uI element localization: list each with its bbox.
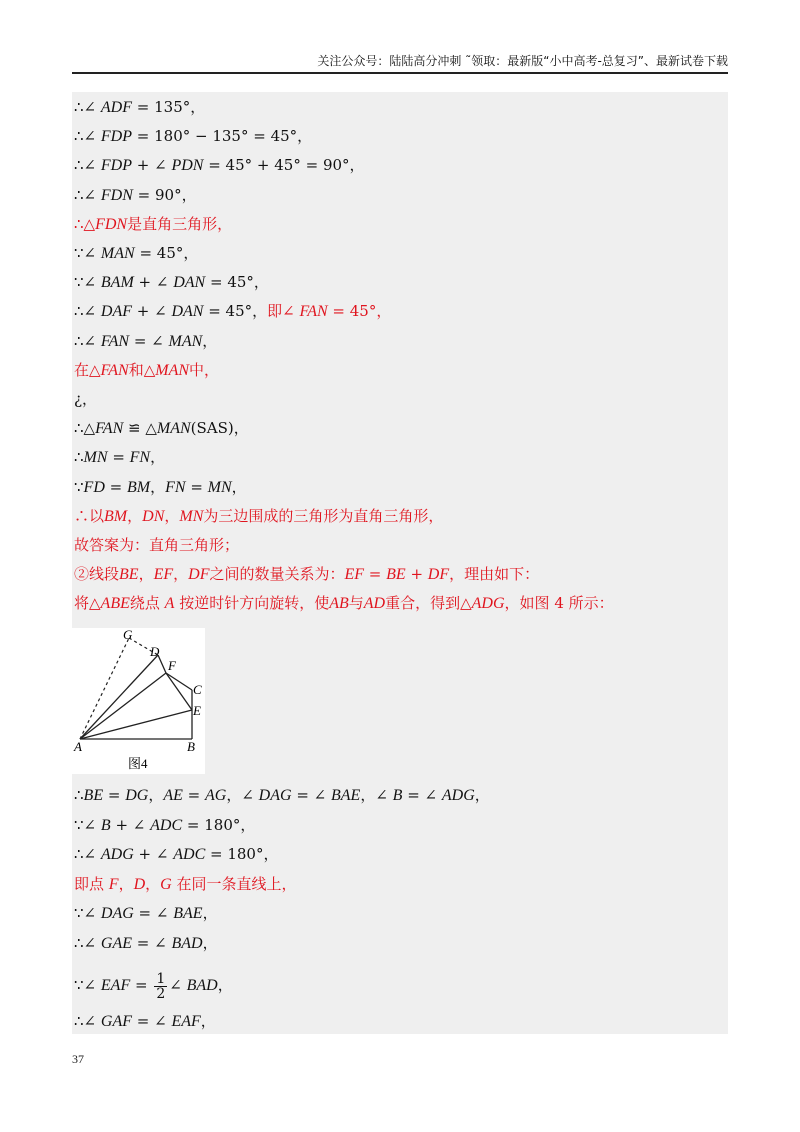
math-variable: MAN [156,420,191,438]
line-text: 即∠ [267,302,300,321]
line-text: ∴∠ [74,845,101,863]
segment-AE [80,710,192,739]
line-text: (SAS)， [190,419,249,438]
solution-line [74,590,728,616]
solution-line [74,415,728,441]
math-variable: AD [363,595,386,613]
figure-caption: 图4 [128,756,148,771]
line-text: ，理由如下： [449,565,540,584]
line-text: 在同一条直线上， [171,874,297,893]
math-variable: ADC [173,846,206,863]
math-variable: ADG [441,787,475,804]
line-text: ，∠ [360,786,393,804]
solution-panel [72,92,728,1034]
line-text: ， [138,565,154,584]
solution-line [74,211,728,237]
line-text: ∵∠ [74,815,101,834]
page-number: 37 [72,1052,84,1066]
line-text: ∵ [74,477,84,496]
line-text: ， [145,874,161,893]
line-text: + ∠ [133,845,174,863]
line-text: = 45° + 45° = 90°， [203,156,365,175]
fraction-one-half [154,972,167,1001]
solution-line [74,503,728,529]
line-text: = 135°， [132,98,206,116]
solution-line [74,812,728,838]
line-text: = 45°， [203,302,268,321]
line-text: ， [200,1012,216,1030]
figure-4 [72,628,205,774]
math-variable: DN [142,507,165,525]
solution-line [74,357,728,383]
line-text: ， [118,874,134,893]
line-text: ， [148,786,164,804]
line-text: = ∠ [129,331,169,350]
solution-line [74,900,728,926]
line-text: = ∠ [402,786,442,804]
math-variable: BE [119,566,139,584]
solution-line [74,561,728,587]
math-variable: BAM [100,274,134,292]
line-text: ∴以 [74,506,105,525]
math-variable: BM [104,507,128,525]
math-variable: MN [179,507,204,525]
math-variable: FD [83,478,105,496]
line-text: = 180°， [182,815,256,834]
segment-FE [166,673,192,710]
line-text: ， [127,506,143,525]
math-variable: EF [344,566,365,584]
math-variable: MN [83,449,108,467]
line-text: + ∠ [132,302,172,321]
line-text: ∴∠ [74,98,101,116]
line-text: = ∠ [132,1012,172,1030]
line-text: = [185,477,208,496]
line-text: = [107,448,130,467]
solution-line [74,444,728,470]
solution-line [74,841,728,867]
segment-CF [166,673,192,690]
math-variable: BAD [171,934,203,952]
solution-line [74,240,728,266]
line-text: = [182,786,205,804]
line-text: ， [474,786,490,804]
label-B: B [187,739,195,754]
frac-eq: = [130,976,153,994]
math-variable: AE [163,787,183,804]
line-text: ， [202,904,218,922]
math-variable: B [100,816,111,834]
line-text: ∴∠ [74,302,101,321]
math-variable: MAN [168,332,203,350]
math-variable: BAE [173,905,203,922]
fraction-numerator: 1 [156,970,166,987]
math-variable: ADC [150,816,183,834]
math-variable: DF [188,566,210,584]
line-text: 按逆时针方向旋转，使 [174,594,330,613]
line-text: 将△ [74,594,101,613]
label-D: D [150,644,160,659]
solution-line [74,386,728,412]
solution-line [74,328,728,354]
line-text: = 180° − 135° = 45°， [132,127,313,146]
math-variable: AB [329,595,349,613]
header-text: 关注公众号：陆陆高分冲刺 ˜领取：最新版“小中高考-总复习”、最新试卷下载 [317,54,728,68]
segment-AF [80,673,166,739]
math-variable: DAG [100,905,134,922]
line-text: ∵∠ [74,273,101,292]
line-text: 即点 [74,874,109,893]
math-variable: FAN [95,420,124,438]
math-variable: ADG [471,595,505,613]
line-text: 和△ [128,360,156,379]
math-variable: MAN [100,245,135,262]
label-E: E [193,703,201,718]
math-variable: BAE [331,787,361,804]
math-variable: FAN [299,303,328,321]
math-variable: ABE [100,595,130,613]
segment-AG-dashed [80,638,129,739]
line-text: ，如图 4 所示： [504,594,614,613]
line-text: ∴∠ [74,331,101,350]
math-variable: D [133,875,146,893]
solution-line [74,532,728,558]
solution-line [74,1008,728,1034]
line-text: ②线段 [74,565,120,584]
math-variable: GAF [100,1013,132,1030]
math-variable: G [160,875,172,893]
math-variable: DG [125,787,149,804]
solution-line [74,298,728,324]
solution-line [74,269,728,295]
line-text: ∴∠ [74,185,101,204]
math-variable: FDP [100,128,132,146]
math-variable: FDN [95,215,128,233]
math-variable: FN [165,478,186,496]
line-text: ∴ [74,786,84,804]
line-text: ≌ △ [123,419,157,438]
solution-line [74,871,728,897]
solution-line [74,182,728,208]
line-text: 为三边围成的三角形为直角三角形， [203,506,444,525]
frac-var2: BAD [186,977,218,994]
label-G: G [123,628,133,642]
line-text: ， [173,565,189,584]
frac-mid: ∠ [169,976,187,994]
line-text: ∴ [74,448,84,467]
math-variable: FAN [100,361,129,379]
math-variable: GAE [100,934,132,952]
math-variable: DAF [100,303,132,321]
line-text: = [364,565,387,584]
line-text: 中， [189,360,220,379]
math-variable: DAG [258,787,292,804]
frac-suffix: ， [217,976,233,994]
line-text: = [103,786,126,804]
math-variable: FN [129,449,151,467]
math-variable: BE [386,566,406,584]
math-variable: MAN [155,361,190,379]
line-text: + ∠ [110,815,151,834]
segment-AD [80,655,158,739]
line-text: ∵∠ [74,244,101,262]
math-variable: B [392,787,403,804]
line-text: = 45°， [134,244,199,262]
frac-var1: EAF [100,977,131,994]
line-text: = [104,477,127,496]
line-text: ， [150,477,166,496]
solution-line [74,152,728,178]
solution-line [74,782,728,808]
line-text: = 180°， [205,845,279,863]
line-text: + ∠ [133,273,174,292]
line-text: 重合，得到△ [385,594,472,613]
line-text: 故答案为：直角三角形； [74,536,240,554]
math-variable: FAN [100,332,130,350]
math-variable: ADG [100,846,134,863]
line-text: 之间的数量关系为： [209,565,345,584]
line-text: ∴∠ [74,156,101,175]
line-text: = 45°， [327,302,392,321]
line-text: + ∠ [132,156,172,175]
line-text: ， [164,506,180,525]
math-variable: EF [153,566,174,584]
math-variable: F [108,875,119,893]
math-variable: A [164,595,175,613]
line-text: + [405,565,428,584]
frac-prefix: ∵∠ [74,976,101,994]
solution-line [74,930,728,956]
line-text: = ∠ [133,904,174,922]
geometry-diagram [72,628,205,774]
fraction-denominator: 2 [156,985,166,1002]
line-text: 与 [348,594,364,613]
line-text: 在△ [74,360,101,379]
line-text: = 90°， [132,185,197,204]
line-text: ∵∠ [74,904,101,922]
math-variable: FDN [100,186,133,204]
page-header [72,52,728,74]
math-variable: BE [83,787,104,804]
label-C: C [193,682,202,697]
math-variable: BM [126,478,151,496]
line-text: ， [231,477,247,496]
label-F: F [168,658,176,673]
solution-line [74,474,728,500]
math-variable: MN [207,478,232,496]
line-text: ，∠ [226,786,259,804]
line-text: ¿， [74,390,98,408]
math-variable: DAN [171,303,204,321]
math-variable: EAF [171,1013,201,1030]
math-variable: AG [204,787,227,804]
line-text: 是直角三角形， [127,214,233,233]
line-text: ∴△ [74,214,96,233]
line-text: 绕点 [129,594,165,613]
math-variable: FDP [100,157,132,175]
math-variable: DAN [173,274,206,292]
line-text: ∴∠ [74,933,101,952]
math-variable: DF [427,566,450,584]
line-text: ∴∠ [74,1012,101,1030]
line-text: = 45°， [205,273,269,292]
math-variable: ADF [100,99,132,116]
line-text: = ∠ [291,786,331,804]
math-variable: PDN [171,157,204,175]
label-A: A [74,739,82,754]
line-text: ∴∠ [74,127,101,146]
solution-line [74,123,728,149]
line-text: ， [202,331,218,350]
line-text: ， [202,933,218,952]
line-text: ， [150,448,166,467]
line-text: = ∠ [132,933,172,952]
solution-line [74,94,728,120]
fraction-line [74,965,728,1005]
line-text: ∴△ [74,419,96,438]
